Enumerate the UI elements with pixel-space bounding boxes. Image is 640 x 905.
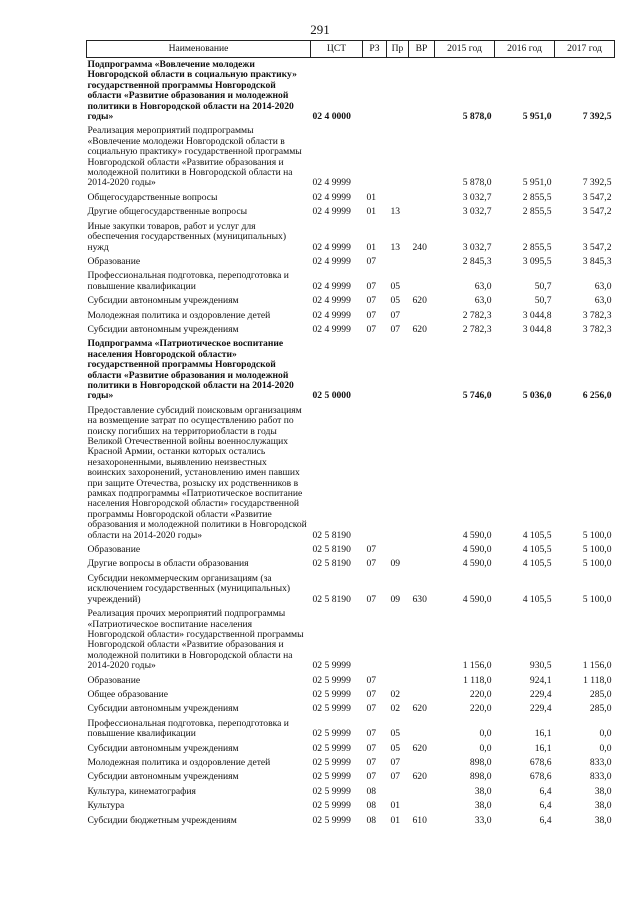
cell-vr bbox=[409, 309, 435, 323]
cell-name: Культура bbox=[87, 800, 125, 812]
cell-pr: 13 bbox=[390, 241, 401, 253]
cell-2015: 220,0 bbox=[469, 703, 492, 715]
cell-cst: 02 4 9999 bbox=[312, 323, 351, 335]
cell-vr bbox=[409, 607, 435, 673]
cell-name: Другие вопросы в области образования bbox=[87, 558, 249, 570]
cell-vr bbox=[409, 337, 435, 403]
cell-cst: 02 5 8190 bbox=[312, 558, 351, 570]
cell-2015: 4 590,0 bbox=[462, 558, 492, 570]
cell-2016: 4 105,5 bbox=[522, 593, 552, 605]
cell-2016: 229,4 bbox=[529, 688, 552, 700]
cell-pr: 13 bbox=[390, 206, 401, 218]
cell-2017: 63,0 bbox=[594, 280, 612, 292]
cell-name: Молодежная политика и оздоровление детей bbox=[87, 756, 271, 768]
cell-name: Субсидии автономным учреждениям bbox=[87, 703, 239, 715]
cell-vr bbox=[409, 124, 435, 190]
cell-rz: 07 bbox=[366, 756, 377, 768]
cell-2017: 285,0 bbox=[589, 688, 612, 700]
cell-rz: 08 bbox=[366, 785, 377, 797]
cell-pr bbox=[387, 404, 409, 543]
cell-cst: 02 5 9999 bbox=[312, 756, 351, 768]
table-row bbox=[87, 799, 615, 813]
cell-pr: 05 bbox=[390, 280, 401, 292]
table-row bbox=[87, 742, 615, 756]
cell-2016: 2 855,5 bbox=[522, 191, 552, 203]
cell-rz: 08 bbox=[366, 800, 377, 812]
cell-vr: 630 bbox=[412, 593, 427, 605]
cell-name: Культура, кинематография bbox=[87, 785, 196, 797]
cell-2016: 6,4 bbox=[539, 785, 552, 797]
table-row bbox=[87, 205, 615, 219]
cell-vr: 620 bbox=[412, 323, 427, 335]
cell-2016: 6,4 bbox=[539, 800, 552, 812]
cell-cst: 02 4 9999 bbox=[312, 309, 351, 321]
cell-2016: 3 095,5 bbox=[522, 255, 552, 267]
cell-2017: 5 100,0 bbox=[582, 593, 612, 605]
cell-vr: 620 bbox=[412, 742, 427, 754]
cell-2015: 5 878,0 bbox=[462, 111, 492, 123]
cell-name: Профессиональная подготовка, переподготовка и повышение квалификации bbox=[87, 270, 289, 292]
cell-name: Образование bbox=[87, 674, 141, 686]
cell-2015: 2 782,3 bbox=[462, 323, 492, 335]
cell-2017: 38,0 bbox=[594, 785, 612, 797]
cell-vr bbox=[409, 255, 435, 269]
cell-name: Субсидии автономным учреждениям bbox=[87, 295, 239, 307]
cell-rz bbox=[363, 337, 387, 403]
cell-2015: 4 590,0 bbox=[462, 529, 492, 541]
cell-vr bbox=[409, 756, 435, 770]
cell-name: Подпрограмма «Вовлечение молодежи Новгородской области в социальную практику» государственной программы Новгородской области «Развитие образования и молодежной политики в Новгородской области на 2014-2020 годы» bbox=[87, 59, 297, 123]
cell-2015: 63,0 bbox=[474, 280, 492, 292]
cell-vr bbox=[409, 799, 435, 813]
cell-2017: 0,0 bbox=[599, 742, 612, 754]
cell-pr bbox=[387, 785, 409, 799]
cell-2015: 220,0 bbox=[469, 688, 492, 700]
cell-pr: 07 bbox=[390, 756, 401, 768]
table-row bbox=[87, 124, 615, 190]
cell-2015: 2 845,3 bbox=[462, 255, 492, 267]
cell-2015: 38,0 bbox=[474, 800, 492, 812]
cell-rz: 07 bbox=[366, 742, 377, 754]
table-row bbox=[87, 557, 615, 571]
cell-vr bbox=[409, 674, 435, 688]
header-rz: РЗ bbox=[363, 41, 387, 58]
cell-2015: 0,0 bbox=[479, 728, 492, 740]
cell-2016: 3 044,8 bbox=[522, 309, 552, 321]
cell-2015: 3 032,7 bbox=[462, 241, 492, 253]
cell-cst: 02 4 9999 bbox=[312, 241, 351, 253]
cell-pr: 01 bbox=[390, 800, 401, 812]
cell-rz: 07 bbox=[366, 323, 377, 335]
table-row bbox=[87, 785, 615, 799]
cell-2015: 4 590,0 bbox=[462, 544, 492, 556]
cell-2015: 898,0 bbox=[469, 756, 492, 768]
cell-rz: 07 bbox=[366, 255, 377, 267]
cell-rz: 07 bbox=[366, 544, 377, 556]
cell-vr: 620 bbox=[412, 771, 427, 783]
table-row bbox=[87, 220, 615, 255]
cell-cst: 02 4 9999 bbox=[312, 295, 351, 307]
cell-2017: 285,0 bbox=[589, 703, 612, 715]
table-row bbox=[87, 770, 615, 784]
cell-cst: 02 4 9999 bbox=[312, 255, 351, 267]
cell-2015: 5 878,0 bbox=[462, 177, 492, 189]
cell-2016: 4 105,5 bbox=[522, 529, 552, 541]
header-2015: 2015 год bbox=[435, 41, 495, 58]
table-row bbox=[87, 702, 615, 716]
header-2016: 2016 год bbox=[495, 41, 555, 58]
cell-2015: 2 782,3 bbox=[462, 309, 492, 321]
table-row bbox=[87, 309, 615, 323]
cell-pr: 07 bbox=[390, 323, 401, 335]
cell-2016: 6,4 bbox=[539, 814, 552, 826]
cell-2015: 3 032,7 bbox=[462, 191, 492, 203]
cell-cst: 02 5 9999 bbox=[312, 688, 351, 700]
cell-rz: 07 bbox=[366, 309, 377, 321]
cell-pr: 05 bbox=[390, 728, 401, 740]
cell-name: Субсидии некоммерческим организациям (за исключением государственных (муниципальных) учреждений) bbox=[87, 572, 291, 605]
cell-vr bbox=[409, 688, 435, 702]
cell-2015: 0,0 bbox=[479, 742, 492, 754]
cell-rz: 07 bbox=[366, 703, 377, 715]
cell-pr bbox=[387, 543, 409, 557]
cell-pr bbox=[387, 607, 409, 673]
table-row bbox=[87, 688, 615, 702]
header-cst: ЦСТ bbox=[311, 41, 363, 58]
cell-2015: 3 032,7 bbox=[462, 206, 492, 218]
cell-2017: 833,0 bbox=[589, 771, 612, 783]
cell-cst: 02 4 9999 bbox=[312, 280, 351, 292]
cell-pr: 05 bbox=[390, 742, 401, 754]
cell-2017: 3 547,2 bbox=[582, 191, 612, 203]
cell-2017: 3 845,3 bbox=[582, 255, 612, 267]
cell-2016: 924,1 bbox=[529, 674, 552, 686]
cell-name: Подпрограмма «Патриотическое воспитание населения Новгородской области» государственной программы Новгородской области «Развитие образования и молодежной политики в Новгородской области на 2014-2020 годы» bbox=[87, 338, 294, 402]
table-row bbox=[87, 191, 615, 205]
cell-vr bbox=[409, 269, 435, 294]
cell-vr bbox=[409, 557, 435, 571]
cell-vr bbox=[409, 191, 435, 205]
cell-pr: 07 bbox=[390, 771, 401, 783]
header-pr: Пр bbox=[387, 41, 409, 58]
cell-cst: 02 5 8190 bbox=[312, 529, 351, 541]
table-row bbox=[87, 337, 615, 403]
cell-pr: 09 bbox=[390, 558, 401, 570]
cell-rz: 07 bbox=[366, 674, 377, 686]
cell-cst: 02 4 9999 bbox=[312, 206, 351, 218]
cell-name: Профессиональная подготовка, переподготовка и повышение квалификации bbox=[87, 717, 289, 740]
cell-name: Общегосударственные вопросы bbox=[87, 191, 218, 203]
cell-name: Субсидии автономным учреждениям bbox=[87, 771, 239, 783]
cell-2016: 930,5 bbox=[529, 660, 552, 672]
cell-vr bbox=[409, 717, 435, 742]
cell-name: Реализация мероприятий подпрограммы «Вовлечение молодежи Новгородской области в социальную практику» государственной программы Новгородской области «Развитие образования и молодежной политики в Новгородской области на 2014-2020 годы» bbox=[87, 125, 302, 189]
cell-vr: 610 bbox=[412, 814, 427, 826]
table-body bbox=[87, 58, 615, 829]
cell-2017: 833,0 bbox=[589, 756, 612, 768]
cell-cst: 02 5 9999 bbox=[312, 771, 351, 783]
cell-rz: 07 bbox=[366, 295, 377, 307]
cell-2017: 7 392,5 bbox=[582, 177, 612, 189]
cell-2016: 5 951,0 bbox=[522, 177, 552, 189]
cell-2017: 3 547,2 bbox=[582, 241, 612, 253]
cell-2016: 5 951,0 bbox=[522, 111, 552, 123]
table-row bbox=[87, 674, 615, 688]
cell-rz: 07 bbox=[366, 280, 377, 292]
cell-2017: 38,0 bbox=[594, 814, 612, 826]
cell-2016: 678,6 bbox=[529, 756, 552, 768]
cell-cst: 02 4 0000 bbox=[312, 111, 351, 123]
cell-2017: 5 100,0 bbox=[582, 558, 612, 570]
cell-pr bbox=[387, 674, 409, 688]
page-number: 291 bbox=[310, 22, 330, 37]
cell-2016: 5 036,0 bbox=[522, 390, 552, 402]
table-row bbox=[87, 404, 615, 543]
cell-vr: 620 bbox=[412, 295, 427, 307]
cell-2017: 0,0 bbox=[599, 728, 612, 740]
cell-pr: 05 bbox=[390, 295, 401, 307]
cell-rz: 07 bbox=[366, 593, 377, 605]
table-row bbox=[87, 58, 615, 125]
cell-rz: 08 bbox=[366, 814, 377, 826]
cell-pr: 02 bbox=[390, 703, 401, 715]
cell-pr bbox=[387, 191, 409, 205]
cell-rz: 07 bbox=[366, 771, 377, 783]
cell-2016: 4 105,5 bbox=[522, 544, 552, 556]
table-row bbox=[87, 814, 615, 828]
cell-name: Образование bbox=[87, 544, 141, 556]
cell-vr bbox=[409, 543, 435, 557]
cell-2015: 33,0 bbox=[474, 814, 492, 826]
cell-2016: 4 105,5 bbox=[522, 558, 552, 570]
cell-name: Субсидии автономным учреждениям bbox=[87, 742, 239, 754]
cell-cst: 02 4 9999 bbox=[312, 177, 351, 189]
cell-pr: 02 bbox=[390, 688, 401, 700]
cell-2017: 6 256,0 bbox=[582, 390, 612, 402]
cell-vr bbox=[409, 58, 435, 125]
cell-pr: 07 bbox=[390, 309, 401, 321]
cell-2017: 7 392,5 bbox=[582, 111, 612, 123]
cell-2016: 2 855,5 bbox=[522, 206, 552, 218]
cell-cst: 02 5 9999 bbox=[312, 703, 351, 715]
cell-name: Общее образование bbox=[87, 688, 169, 700]
cell-name: Иные закупки товаров, работ и услуг для обеспечения государственных (муниципальных) нужд bbox=[87, 220, 287, 253]
table-row bbox=[87, 607, 615, 673]
cell-2015: 1 156,0 bbox=[462, 660, 492, 672]
cell-vr bbox=[409, 404, 435, 543]
cell-pr: 09 bbox=[390, 593, 401, 605]
cell-rz: 01 bbox=[366, 241, 377, 253]
cell-2016: 2 855,5 bbox=[522, 241, 552, 253]
cell-name: Субсидии бюджетным учреждениям bbox=[87, 814, 237, 826]
cell-rz bbox=[363, 58, 387, 125]
cell-name: Молодежная политика и оздоровление детей bbox=[87, 309, 271, 321]
cell-vr bbox=[409, 205, 435, 219]
cell-2016: 3 044,8 bbox=[522, 323, 552, 335]
table-row bbox=[87, 717, 615, 742]
cell-2017: 5 100,0 bbox=[582, 529, 612, 541]
cell-vr bbox=[409, 785, 435, 799]
cell-pr: 01 bbox=[390, 814, 401, 826]
cell-cst: 02 5 9999 bbox=[312, 728, 351, 740]
cell-2017: 63,0 bbox=[594, 295, 612, 307]
cell-rz: 01 bbox=[366, 191, 377, 203]
cell-rz bbox=[363, 607, 387, 673]
cell-rz: 07 bbox=[366, 558, 377, 570]
table-header-row bbox=[87, 41, 615, 58]
cell-2015: 898,0 bbox=[469, 771, 492, 783]
cell-2015: 5 746,0 bbox=[462, 390, 492, 402]
cell-rz bbox=[363, 404, 387, 543]
cell-name: Другие общегосударственные вопросы bbox=[87, 206, 248, 218]
budget-table bbox=[86, 40, 615, 828]
cell-cst: 02 5 9999 bbox=[312, 814, 351, 826]
cell-name: Субсидии автономным учреждениям bbox=[87, 323, 239, 335]
cell-2017: 1 156,0 bbox=[582, 660, 612, 672]
cell-cst: 02 5 8190 bbox=[312, 593, 351, 605]
cell-2017: 3 782,3 bbox=[582, 323, 612, 335]
cell-2015: 4 590,0 bbox=[462, 593, 492, 605]
cell-vr: 240 bbox=[412, 241, 427, 253]
cell-cst: 02 5 0000 bbox=[312, 390, 351, 402]
header-vr: ВР bbox=[409, 41, 435, 58]
cell-cst: 02 5 9999 bbox=[312, 660, 351, 672]
cell-2017: 5 100,0 bbox=[582, 544, 612, 556]
table-row bbox=[87, 543, 615, 557]
cell-rz: 07 bbox=[366, 688, 377, 700]
cell-2017: 3 782,3 bbox=[582, 309, 612, 321]
cell-name: Реализация прочих мероприятий подпрограммы «Патриотическое воспитание населения Новгородской области» государственной программы Новгородской области «Развитие образования и молодежной политики в Новгородской области на 2014-2020 годы» bbox=[87, 608, 304, 672]
cell-name: Предоставление субсидий поисковым организациям на возмещение затрат по осуществлению работ по поиску погибших на территориобласти в годы Великой Отечественной войны военнослужащих Красной Армии, останки которых остались незахороненными, выявлению неизвестных воинских захоронений, установлению имен павших при защите Отечества, розыску их родственников в рамках подпрограммы «Патриотическое воспитание населения Новгородской области» государственной программы Новгородской области «Развитие образования и молодежной политики в Новгородской области на 2014-2020 годы» bbox=[87, 404, 307, 541]
cell-2016: 678,6 bbox=[529, 771, 552, 783]
cell-cst: 02 5 9999 bbox=[312, 785, 351, 797]
cell-cst: 02 5 9999 bbox=[312, 674, 351, 686]
cell-pr bbox=[387, 255, 409, 269]
cell-2015: 63,0 bbox=[474, 295, 492, 307]
cell-2016: 229,4 bbox=[529, 703, 552, 715]
table-row bbox=[87, 255, 615, 269]
cell-rz: 07 bbox=[366, 728, 377, 740]
cell-2016: 16,1 bbox=[534, 728, 552, 740]
cell-rz bbox=[363, 124, 387, 190]
table-row bbox=[87, 294, 615, 308]
cell-2016: 16,1 bbox=[534, 742, 552, 754]
cell-pr bbox=[387, 337, 409, 403]
cell-2017: 3 547,2 bbox=[582, 206, 612, 218]
table-row bbox=[87, 323, 615, 337]
cell-2016: 50,7 bbox=[534, 295, 552, 307]
cell-2015: 1 118,0 bbox=[463, 674, 492, 686]
header-name: Наименование bbox=[87, 41, 311, 58]
cell-2015: 38,0 bbox=[474, 785, 492, 797]
cell-vr: 620 bbox=[412, 703, 427, 715]
table-row bbox=[87, 572, 615, 607]
cell-2017: 38,0 bbox=[594, 800, 612, 812]
cell-rz: 01 bbox=[366, 206, 377, 218]
table-row bbox=[87, 756, 615, 770]
cell-cst: 02 4 9999 bbox=[312, 191, 351, 203]
cell-pr bbox=[387, 58, 409, 125]
cell-cst: 02 5 9999 bbox=[312, 800, 351, 812]
cell-2017: 1 118,0 bbox=[583, 674, 612, 686]
cell-pr bbox=[387, 124, 409, 190]
table-row bbox=[87, 269, 615, 294]
cell-name: Образование bbox=[87, 255, 141, 267]
cell-2016: 50,7 bbox=[534, 280, 552, 292]
header-2017: 2017 год bbox=[555, 41, 615, 58]
cell-cst: 02 5 9999 bbox=[312, 742, 351, 754]
cell-cst: 02 5 8190 bbox=[312, 544, 351, 556]
